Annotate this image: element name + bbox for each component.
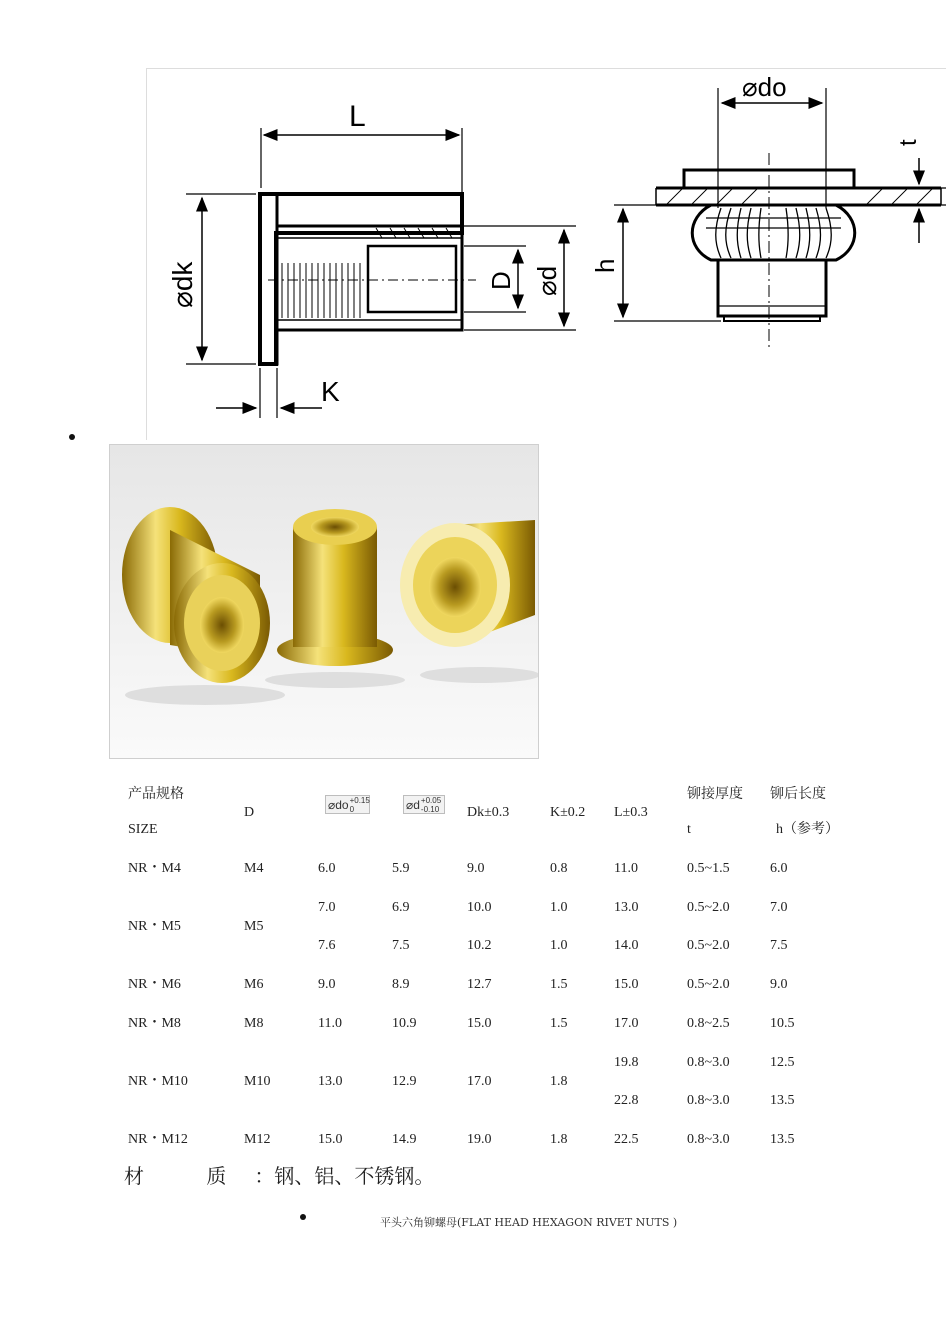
installed-view — [614, 88, 946, 348]
header-l: L±0.3 — [614, 805, 648, 820]
spec-cell: NR・M12 — [128, 1132, 188, 1147]
label-K: K — [321, 376, 340, 407]
header-do-symbol: ⌀do — [328, 797, 349, 812]
d-cell: M10 — [244, 1074, 271, 1089]
bullet-2 — [300, 1214, 306, 1220]
d-dia-cell: 7.5 — [392, 938, 410, 953]
header-spec-en: SIZE — [128, 822, 158, 837]
dk-cell: 9.0 — [467, 861, 485, 876]
h-cell: 7.5 — [770, 938, 788, 953]
dk-cell: 10.0 — [467, 900, 492, 915]
d-cell: M6 — [244, 977, 264, 992]
material-value: 钢、铝、不锈钢。 — [274, 1164, 435, 1188]
dk-cell: 19.0 — [467, 1132, 492, 1147]
do-cell: 7.0 — [318, 900, 336, 915]
d-cell: M4 — [244, 861, 264, 876]
t-cell: 0.5~2.0 — [687, 938, 730, 953]
h-cell: 13.5 — [770, 1132, 795, 1147]
side-view — [186, 128, 576, 418]
material-label: 材 质 — [124, 1164, 255, 1188]
header-h-en: h（参考） — [776, 822, 839, 837]
d-cell: M5 — [244, 919, 264, 934]
l-cell: 22.8 — [614, 1093, 639, 1108]
dk-cell: 15.0 — [467, 1016, 492, 1031]
t-cell: 0.8~3.0 — [687, 1132, 730, 1147]
label-L: L — [349, 100, 366, 133]
l-cell: 11.0 — [614, 861, 638, 876]
header-t-en: t — [687, 822, 691, 837]
label-dk: ⌀dk — [167, 261, 198, 308]
dk-cell: 10.2 — [467, 938, 492, 953]
header-h-cn: 铆后长度 — [770, 787, 826, 802]
spec-cell: NR・M8 — [128, 1016, 181, 1031]
header-t-cn: 铆接厚度 — [687, 787, 743, 802]
dk-cell: 17.0 — [467, 1074, 492, 1089]
l-cell: 15.0 — [614, 977, 639, 992]
t-cell: 0.5~1.5 — [687, 861, 730, 876]
t-cell: 0.8~3.0 — [687, 1055, 730, 1070]
do-cell: 7.6 — [318, 938, 336, 953]
h-cell: 10.5 — [770, 1016, 795, 1031]
d-cell: M8 — [244, 1016, 264, 1031]
k-cell: 1.8 — [550, 1132, 568, 1147]
header-dk: Dk±0.3 — [467, 805, 510, 820]
l-cell: 13.0 — [614, 900, 639, 915]
l-cell: 19.8 — [614, 1055, 639, 1070]
d-cell: M12 — [244, 1132, 271, 1147]
spec-cell: NR・M10 — [128, 1074, 188, 1089]
d-dia-cell: 6.9 — [392, 900, 410, 915]
k-cell: 1.8 — [550, 1074, 568, 1089]
k-cell: 1.0 — [550, 938, 568, 953]
l-cell: 22.5 — [614, 1132, 639, 1147]
header-d-formula — [403, 795, 445, 814]
rivet-nuts-image — [110, 445, 539, 759]
h-cell: 13.5 — [770, 1093, 795, 1108]
t-cell: 0.5~2.0 — [687, 900, 730, 915]
header-do-tol-upper: +0.15 — [349, 795, 370, 805]
h-cell: 12.5 — [770, 1055, 795, 1070]
d-dia-cell: 12.9 — [392, 1074, 417, 1089]
dk-cell: 12.7 — [467, 977, 492, 992]
k-cell: 1.5 — [550, 1016, 568, 1031]
k-cell: 1.0 — [550, 900, 568, 915]
d-dia-cell: 10.9 — [392, 1016, 417, 1031]
header-k: K±0.2 — [550, 805, 586, 820]
header-do-tol-lower: 0 — [349, 804, 355, 814]
l-cell: 14.0 — [614, 938, 639, 953]
do-cell: 13.0 — [318, 1074, 343, 1089]
spec-cell: NR・M5 — [128, 919, 181, 934]
do-cell: 11.0 — [318, 1016, 342, 1031]
h-cell: 9.0 — [770, 977, 788, 992]
do-cell: 6.0 — [318, 861, 336, 876]
label-D: D — [486, 271, 516, 290]
do-cell: 15.0 — [318, 1132, 343, 1147]
l-cell: 17.0 — [614, 1016, 639, 1031]
t-cell: 0.8~3.0 — [687, 1093, 730, 1108]
k-cell: 0.8 — [550, 861, 568, 876]
t-cell: 0.5~2.0 — [687, 977, 730, 992]
h-cell: 6.0 — [770, 861, 788, 876]
technical-drawing — [146, 68, 946, 440]
header-d-tol-upper: +0.05 — [420, 795, 442, 805]
bullet-1 — [69, 434, 75, 440]
material-line — [124, 1160, 434, 1189]
spec-cell: NR・M4 — [128, 861, 181, 876]
material-colon: ： — [254, 1164, 275, 1188]
header-do-formula — [325, 795, 370, 814]
section-caption: 平头六角铆螺母(FLAT HEAD HEXAGON RIVET NUTS ) — [380, 1216, 678, 1229]
header-spec-cn: 产品规格 — [128, 787, 184, 802]
d-dia-cell: 5.9 — [392, 861, 410, 876]
header-d-symbol: ⌀d — [406, 797, 420, 812]
label-h: h — [590, 258, 620, 273]
do-cell: 9.0 — [318, 977, 336, 992]
k-cell: 1.5 — [550, 977, 568, 992]
product-photo — [109, 444, 539, 759]
label-do: ⌀do — [742, 72, 787, 102]
spec-cell: NR・M6 — [128, 977, 181, 992]
header-d: D — [244, 805, 255, 820]
label-t: t — [895, 139, 922, 146]
d-dia-cell: 8.9 — [392, 977, 410, 992]
d-dia-cell: 14.9 — [392, 1132, 417, 1147]
t-cell: 0.8~2.5 — [687, 1016, 730, 1031]
header-d-tol-lower: -0.10 — [420, 804, 440, 814]
label-d: ⌀d — [532, 265, 562, 296]
h-cell: 7.0 — [770, 900, 788, 915]
